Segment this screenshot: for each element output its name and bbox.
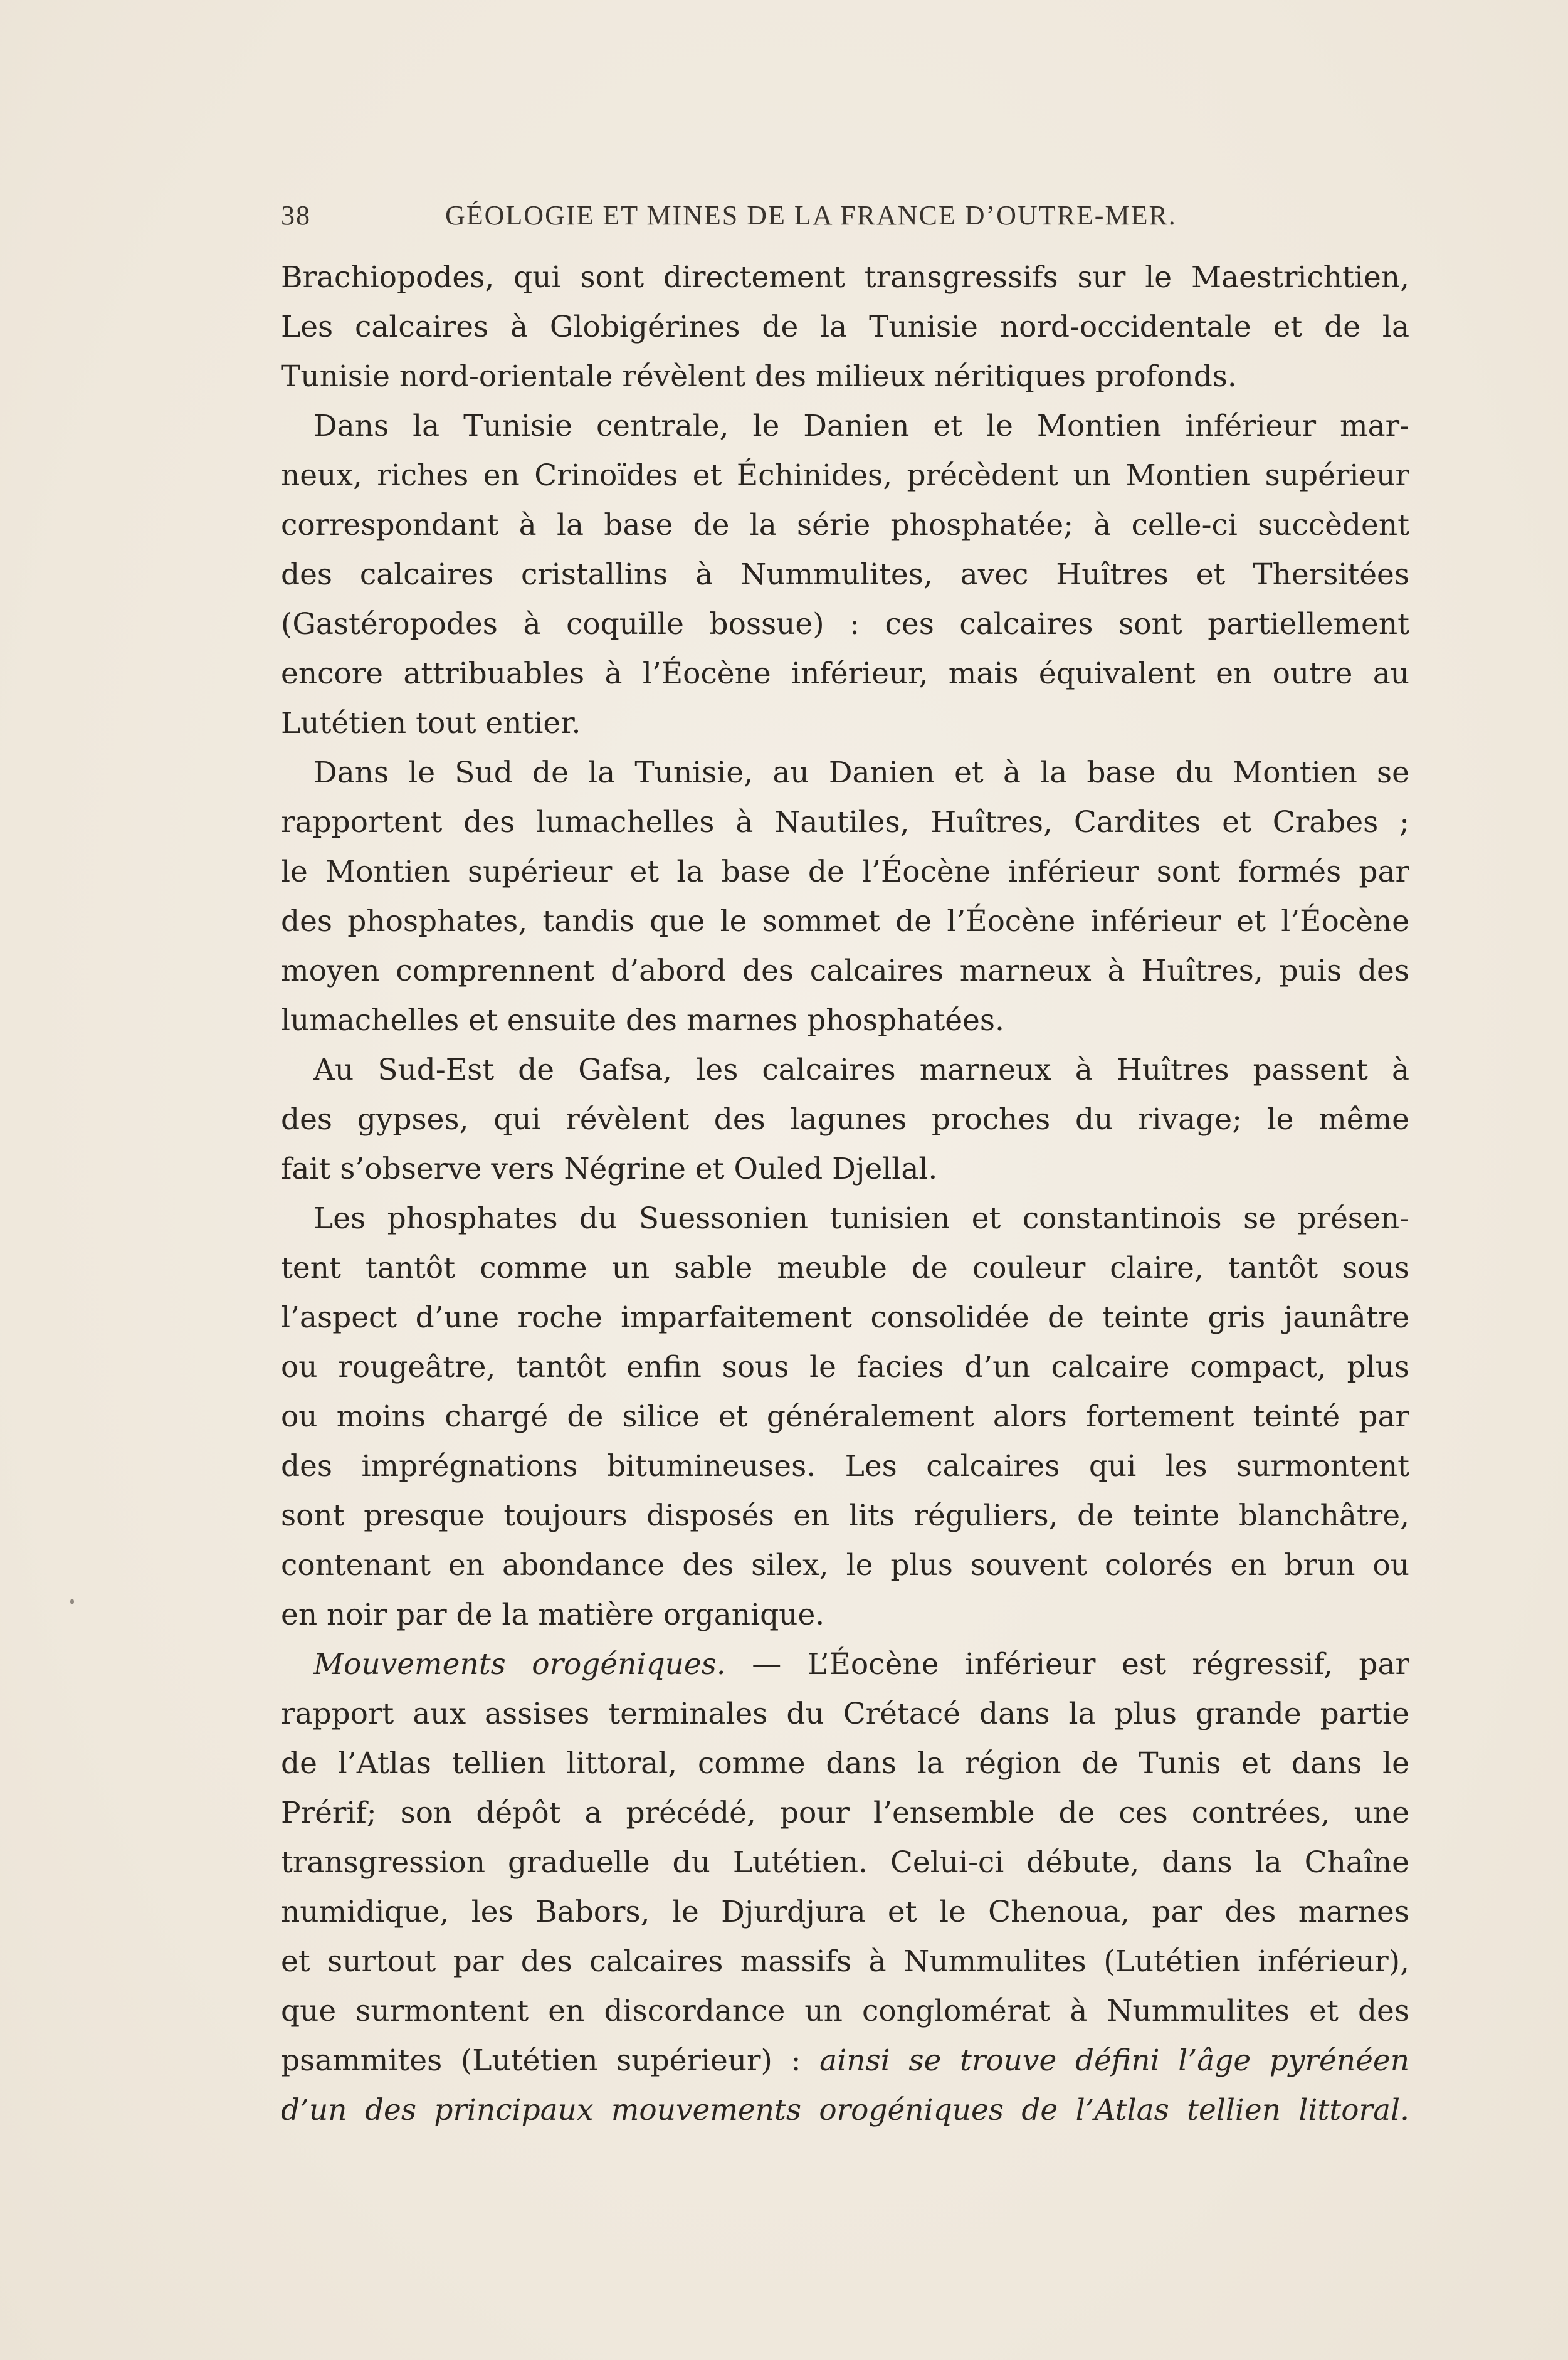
text-line: des gypses, qui révèlent des lagunes proches du rivage; le même [281, 1102, 1409, 1137]
text-line: de l’Atlas tellien littoral, comme dans la région de Tunis et dans le [281, 1746, 1409, 1781]
text-run: psammites (Lutétien supérieur) : [281, 2043, 820, 2078]
page-number: 38 [281, 200, 311, 231]
text-line: tent tantôt comme un sable meuble de couleur claire, tantôt sous [281, 1251, 1409, 1285]
text-line: sont presque toujours disposés en lits réguliers, de teinte blanchâtre, [281, 1499, 1409, 1533]
text-line: numidique, les Babors, le Djurdjura et le Chenoua, par des marnes [281, 1895, 1409, 1929]
text-line: Au Sud-Est de Gafsa, les calcaires marneux à Huîtres passent à [313, 1053, 1409, 1087]
text-line-penultimate [281, 2036, 1409, 2085]
text-line: transgression graduelle du Lutétien. Celui-ci débute, dans la Chaîne [281, 1845, 1409, 1880]
text-line: ou moins chargé de silice et généralement alors fortement teinté par [281, 1399, 1409, 1434]
text-line: Brachiopodes, qui sont directement transgressifs sur le Maestrichtien, [281, 260, 1409, 295]
text-line: contenant en abondance des silex, le plus souvent colorés en brun ou [281, 1548, 1409, 1583]
text-line: Les phosphates du Suessonien tunisien et constantinois se présen- [313, 1201, 1409, 1236]
italic-run: ainsi se trouve défini l’âge pyrénéen [819, 2043, 1410, 2078]
text-line-last: d’un des principaux mouvements orogéniques de l’Atlas tellien littoral. [281, 2093, 1409, 2127]
text-line: Lutétien tout entier. [281, 706, 581, 740]
text-line: ou rougeâtre, tantôt enfin sous le facies d’un calcaire compact, plus [281, 1350, 1409, 1384]
text-line: correspondant à la base de la série phosphatée; à celle-ci succèdent [281, 508, 1409, 542]
text-line: (Gastéropodes à coquille bossue) : ces calcaires sont partiellement [281, 607, 1409, 641]
section-heading: Mouvements orogéniques. [313, 1647, 726, 1682]
text-line: Les calcaires à Globigérines de la Tunisie nord-occidentale et de la [281, 310, 1409, 344]
text-line: Prérif; son dépôt a précédé, pour l’ensemble de ces contrées, une [281, 1796, 1409, 1830]
text-line: des phosphates, tandis que le sommet de l’Éocène inférieur et l’Éocène [281, 904, 1409, 939]
body-text [281, 253, 1409, 2135]
text-line: rapportent des lumachelles à Nautiles, Huîtres, Cardites et Crabes ; [281, 805, 1409, 840]
page-header [281, 199, 1287, 237]
text-line: neux, riches en Crinoïdes et Échinides, précèdent un Montien supérieur [281, 458, 1409, 493]
text-line: des calcaires cristallins à Nummulites, avec Huîtres et Thersitées [281, 557, 1409, 592]
text-line: Dans la Tunisie centrale, le Danien et le Montien inférieur mar- [313, 409, 1409, 443]
text-line: moyen comprennent d’abord des calcaires marneux à Huîtres, puis des [281, 954, 1409, 988]
paper-speck [70, 1599, 74, 1604]
text-line: en noir par de la matière organique. [281, 1598, 825, 1632]
text-line: et surtout par des calcaires massifs à Nummulites (Lutétien inférieur), [281, 1944, 1409, 1979]
text-line: rapport aux assises terminales du Crétacé dans la plus grande partie [281, 1697, 1409, 1731]
text-line: le Montien supérieur et la base de l’Éocène inférieur sont formés par [281, 855, 1409, 889]
text-line: fait s’observe vers Négrine et Ouled Djellal. [281, 1152, 938, 1186]
text-line: encore attribuables à l’Éocène inférieur, mais équivalent en outre au [281, 656, 1409, 691]
text-line: Dans le Sud de la Tunisie, au Danien et à la base du Montien se [313, 756, 1409, 790]
text-run: — L’Éocène inférieur est régressif, par [725, 1647, 1409, 1682]
text-line: Tunisie nord-orientale révèlent des milieux néritiques profonds. [281, 359, 1237, 394]
text-line: des imprégnations bitumineuses. Les calcaires qui les surmontent [281, 1449, 1409, 1483]
running-title: GÉOLOGIE ET MINES DE LA FRANCE D’OUTRE-MER. [445, 200, 1177, 231]
text-line-movements-heading [281, 1640, 1409, 1689]
text-line: lumachelles et ensuite des marnes phosphatées. [281, 1003, 1004, 1038]
text-line: que surmontent en discordance un conglomérat à Nummulites et des [281, 1994, 1409, 2028]
text-line: l’aspect d’une roche imparfaitement consolidée de teinte gris jaunâtre [281, 1300, 1409, 1335]
